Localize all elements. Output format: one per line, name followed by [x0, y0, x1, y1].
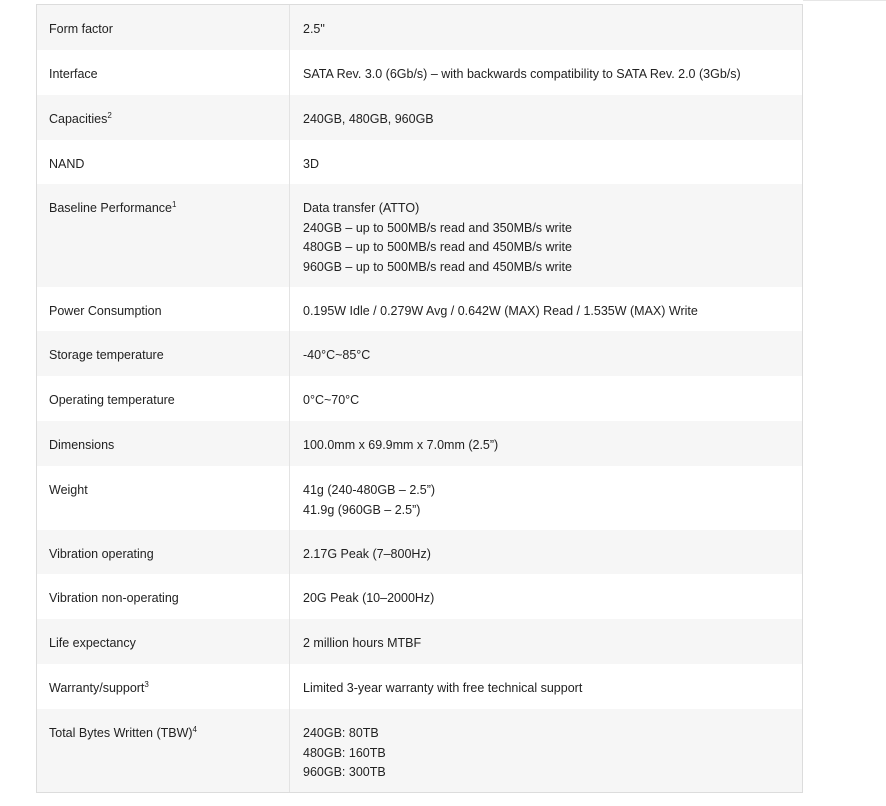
spec-value-cell — [290, 331, 802, 376]
spec-value-cell — [290, 50, 802, 95]
spec-label: Total Bytes Written (TBW) — [49, 726, 193, 740]
spec-value-line: Limited 3-year warranty with free technical support — [303, 681, 583, 695]
spec-label-cell — [37, 709, 290, 792]
spec-value-line: 0.195W Idle / 0.279W Avg / 0.642W (MAX) Read / 1.535W (MAX) Write — [303, 304, 698, 318]
spec-label-cell — [37, 574, 290, 619]
spec-value-cell — [290, 574, 802, 619]
spec-value-line: 2.17G Peak (7–800Hz) — [303, 547, 431, 561]
spec-value-line: 240GB: 80TB — [303, 726, 379, 740]
spec-value-line: 960GB: 300TB — [303, 765, 386, 779]
spec-label-cell — [37, 664, 290, 709]
spec-row — [37, 95, 802, 140]
spec-value-line: 41g (240-480GB – 2.5”) — [303, 483, 436, 497]
spec-value-cell — [290, 287, 802, 331]
spec-label-cell — [37, 140, 290, 184]
spec-value-line: 2 million hours MTBF — [303, 636, 422, 650]
top-divider — [803, 0, 886, 1]
spec-value-cell — [290, 421, 802, 466]
spec-value-line: Data transfer (ATTO) — [303, 201, 420, 215]
spec-label-cell — [37, 376, 290, 421]
spec-value-cell — [290, 709, 802, 792]
spec-row — [37, 466, 802, 530]
spec-row — [37, 287, 802, 331]
spec-value-line: 20G Peak (10–2000Hz) — [303, 591, 435, 605]
spec-label: Capacities — [49, 112, 108, 126]
spec-row — [37, 5, 802, 50]
spec-label: Vibration operating — [49, 547, 154, 561]
spec-value-cell — [290, 530, 802, 574]
spec-label-cell — [37, 95, 290, 140]
spec-value-cell — [290, 664, 802, 709]
spec-label: Power Consumption — [49, 304, 162, 318]
spec-value-line: 3D — [303, 157, 319, 171]
spec-value-cell — [290, 466, 802, 530]
footnote-marker: 3 — [144, 680, 149, 689]
spec-label: Form factor — [49, 22, 113, 36]
spec-row — [37, 619, 802, 664]
spec-value-cell — [290, 376, 802, 421]
spec-label: Baseline Performance — [49, 201, 172, 215]
spec-label-cell — [37, 466, 290, 530]
spec-label: Warranty/support — [49, 681, 145, 695]
spec-row — [37, 664, 802, 709]
spec-label-cell — [37, 5, 290, 50]
spec-value-cell — [290, 5, 802, 50]
footnote-marker: 4 — [192, 725, 197, 734]
spec-label-cell — [37, 50, 290, 95]
spec-row — [37, 140, 802, 184]
spec-label: Life expectancy — [49, 636, 136, 650]
spec-label-cell — [37, 530, 290, 574]
spec-label-cell — [37, 184, 290, 287]
spec-label: Operating temperature — [49, 393, 175, 407]
spec-label-cell — [37, 331, 290, 376]
spec-value-cell — [290, 95, 802, 140]
specifications-table — [36, 4, 803, 793]
footnote-marker: 1 — [171, 200, 177, 209]
spec-value-cell — [290, 619, 802, 664]
spec-row — [37, 331, 802, 376]
spec-row — [37, 530, 802, 574]
spec-value-line: 240GB, 480GB, 960GB — [303, 112, 434, 126]
spec-label-cell — [37, 619, 290, 664]
spec-row — [37, 421, 802, 466]
spec-label: Dimensions — [49, 438, 115, 452]
spec-row — [37, 376, 802, 421]
spec-value-line: 480GB: 160TB — [303, 745, 386, 760]
spec-value-line: SATA Rev. 3.0 (6Gb/s) – with backwards compatibility to SATA Rev. 2.0 (3Gb/s) — [303, 67, 741, 81]
spec-value-line: 41.9g (960GB – 2.5”) — [303, 502, 421, 517]
spec-row — [37, 574, 802, 619]
spec-label: Storage temperature — [49, 348, 164, 362]
spec-row — [37, 50, 802, 95]
spec-value-line: 2.5" — [303, 22, 325, 36]
spec-value-line: -40°C~85°C — [303, 348, 371, 362]
spec-value-line: 960GB – up to 500MB/s read and 450MB/s write — [303, 259, 572, 274]
spec-value-line: 0°C~70°C — [303, 393, 360, 407]
spec-row — [37, 709, 802, 792]
spec-value-cell — [290, 184, 802, 287]
footnote-marker: 2 — [107, 111, 112, 120]
spec-label: NAND — [49, 157, 85, 171]
spec-row — [37, 184, 802, 287]
spec-value-cell — [290, 140, 802, 184]
spec-label-cell — [37, 287, 290, 331]
spec-value-line: 100.0mm x 69.9mm x 7.0mm (2.5”) — [303, 438, 499, 452]
spec-label-cell — [37, 421, 290, 466]
spec-label: Vibration non-operating — [49, 591, 179, 605]
spec-label: Weight — [49, 483, 88, 497]
spec-value-line: 480GB – up to 500MB/s read and 450MB/s write — [303, 240, 572, 254]
spec-label: Interface — [49, 67, 98, 81]
spec-value-line: 240GB – up to 500MB/s read and 350MB/s write — [303, 220, 572, 235]
